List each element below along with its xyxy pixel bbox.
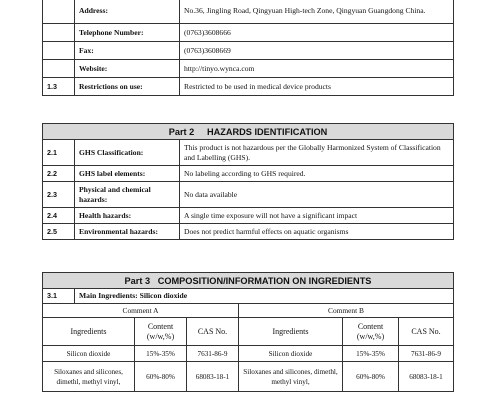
ingredient-cell: Siloxanes and silicones, dimethl, methyl vinyl, [43, 362, 135, 392]
hazard-row [43, 182, 454, 208]
content-cell: 60%-80% [135, 362, 187, 392]
telephone-value: (0763)3608666 [180, 24, 454, 42]
restrictions-row [43, 78, 454, 96]
hazard-value: No data available [180, 182, 454, 208]
cas-column-header: CAS No. [399, 318, 454, 346]
website-value: http://tinyo.wynca.com [180, 60, 454, 78]
address-row [43, 0, 454, 24]
hazard-number: 2.5 [43, 224, 75, 240]
comment-b-header: Comment B [239, 304, 454, 318]
hazard-row [43, 140, 454, 166]
hazard-label: Health hazards: [75, 208, 180, 224]
hazard-number: 2.4 [43, 208, 75, 224]
hazard-label: GHS Classification: [75, 140, 180, 166]
content-column-header: Content (w/w,%) [135, 318, 187, 346]
hazard-row [43, 208, 454, 224]
hazard-number: 2.3 [43, 182, 75, 208]
hazards-table [42, 123, 454, 240]
content-cell: 60%-80% [343, 362, 399, 392]
hazard-number: 2.1 [43, 140, 75, 166]
comment-a-header: Comment A [43, 304, 239, 318]
cas-column-header: CAS No. [187, 318, 239, 346]
hazard-value: Does not predict harmful effects on aquatic organisms [180, 224, 454, 240]
restrictions-number: 1.3 [43, 78, 75, 96]
fax-value: (0763)3608669 [180, 42, 454, 60]
ingredients-column-header: Ingredients [43, 318, 135, 346]
table-row [43, 346, 454, 362]
hazard-row [43, 166, 454, 182]
cas-cell: 7631-86-9 [399, 346, 454, 362]
hazard-value: A single time exposure will not have a significant impact [180, 208, 454, 224]
telephone-label: Telephone Number: [75, 24, 180, 42]
cas-cell: 7631-86-9 [187, 346, 239, 362]
content-cell: 15%-35% [343, 346, 399, 362]
cas-cell: 68083-18-1 [187, 362, 239, 392]
ingredients-column-header: Ingredients [239, 318, 343, 346]
ingredient-cell: Siloxanes and silicones, dimethl, methyl vinyl, [239, 362, 343, 392]
website-row [43, 60, 454, 78]
telephone-row [43, 24, 454, 42]
hazard-number: 2.2 [43, 166, 75, 182]
fax-label: Fax: [75, 42, 180, 60]
address-value: No.36, Jingling Road, Qingyuan High-tech Zone, Qingyuan Guangdong China. [180, 0, 454, 24]
website-label: Website: [75, 60, 180, 78]
empty-cell [43, 0, 75, 24]
content-column-header: Content (w/w,%) [343, 318, 399, 346]
section2-title: Part 2 HAZARDS IDENTIFICATION [43, 124, 454, 140]
empty-cell [43, 24, 75, 42]
table-row [43, 362, 454, 392]
section1-table [42, 0, 454, 96]
content-cell: 15%-35% [135, 346, 187, 362]
hazard-label: GHS label elements: [75, 166, 180, 182]
ingredient-cell: Silicon dioxide [43, 346, 135, 362]
hazard-row [43, 224, 454, 240]
restrictions-label: Restrictions on use: [75, 78, 180, 96]
composition-table [42, 272, 454, 392]
restrictions-value: Restricted to be used in medical device products [180, 78, 454, 96]
empty-cell [43, 60, 75, 78]
address-label: Address: [75, 0, 180, 24]
hazard-value: No labeling according to GHS required. [180, 166, 454, 182]
ingredient-cell: Silicon dioxide [239, 346, 343, 362]
cas-cell: 68083-18-1 [399, 362, 454, 392]
fax-row [43, 42, 454, 60]
main-ingredients-number: 3.1 [43, 289, 75, 304]
hazard-label: Environmental hazards: [75, 224, 180, 240]
empty-cell [43, 42, 75, 60]
hazard-label: Physical and chemical hazards: [75, 182, 180, 208]
hazard-value: This product is not hazardous per the Globally Harmonized System of Classification and Labelling (GHS). [180, 140, 454, 166]
section3-title: Part 3 COMPOSITION/INFORMATION ON INGREDIENTS [43, 273, 454, 289]
main-ingredients-label: Main Ingredients: Silicon dioxide [75, 289, 454, 304]
